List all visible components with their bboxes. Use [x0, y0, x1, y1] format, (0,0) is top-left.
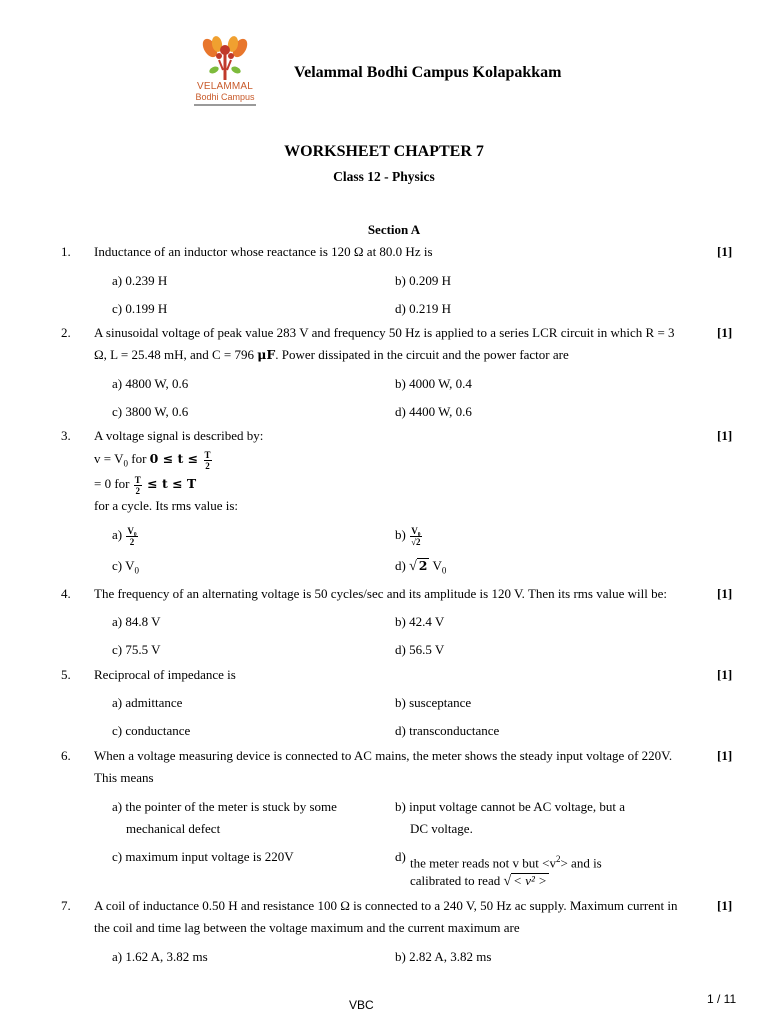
- fraction-t-over-2: $\frac{T}{2}$: [204, 449, 211, 471]
- page-number: 1 / 11: [707, 992, 737, 1006]
- question-text-line4: for a cycle. Its rms value is:: [94, 498, 239, 513]
- logo-subtitle: Bodhi Campus: [195, 92, 255, 102]
- option-d: d) 56.5 V: [395, 642, 445, 657]
- marks: [1]: [717, 667, 733, 682]
- section-heading: Section A: [367, 222, 421, 237]
- option-d: d) 4400 W, 0.6: [395, 404, 472, 419]
- marks: [1]: [717, 244, 733, 259]
- option-c: c) $V_0$: [112, 558, 140, 576]
- logo-tagline-rule: [194, 104, 256, 106]
- question-text: Inductance of an inductor whose reactance is 120 Ω at 80.0 Hz is: [94, 244, 433, 259]
- option-b-line2: DC voltage.: [410, 821, 473, 836]
- marks: [1]: [717, 898, 733, 913]
- question-text-line1: A coil of inductance 0.50 H and resistance 100 Ω is connected to a 240 V, 50 Hz ac supply. Maximum current in: [94, 898, 678, 913]
- option-a: a) admittance: [112, 695, 183, 710]
- question-text-line1: A sinusoidal voltage of peak value 283 V and frequency 50 Hz is applied to a series LCR circuit in which R = 3: [94, 325, 675, 340]
- option-a: a) 4800 W, 0.6: [112, 376, 189, 391]
- option-a: a) $\frac{\text{V₀}}{2}$: [112, 525, 137, 547]
- question-number: 5.: [61, 667, 71, 682]
- option-d-line1: the meter reads not v but $<v^2>$ and is: [410, 854, 602, 871]
- question-number: 7.: [61, 898, 71, 913]
- option-a: a) 0.239 H: [112, 273, 168, 288]
- option-d-line2: calibrated to read √ < v² >: [410, 873, 547, 889]
- option-a-line1: a) the pointer of the meter is stuck by some: [112, 799, 337, 814]
- option-b: b) $\frac{\text{V₀}}{√2}$: [395, 525, 421, 547]
- question-text-line1: When a voltage measuring device is connected to AC mains, the meter shows the steady input voltage of 220V.: [94, 748, 673, 763]
- question-text-line1: A voltage signal is described by:: [94, 428, 264, 443]
- condition-line-1: $v = V_0$ for 0 ≤ t ≤ $\frac{T}{2}$: [94, 449, 211, 471]
- question-text-line2: the coil and time lag between the voltage maximum and the current maximum are: [94, 920, 520, 935]
- question-text-line2: This means: [94, 770, 154, 785]
- option-a-line2: mechanical defect: [126, 821, 221, 836]
- tree-icon: [186, 36, 264, 82]
- question-number: 2.: [61, 325, 71, 340]
- option-c: c) maximum input voltage is 220V: [112, 849, 294, 864]
- school-name: Velammal Bodhi Campus Kolapakkam: [294, 64, 562, 81]
- option-c: c) 3800 W, 0.6: [112, 404, 189, 419]
- option-b-line1: b) input voltage cannot be AC voltage, but a: [395, 799, 625, 814]
- question-number: 4.: [61, 586, 71, 601]
- option-c: c) conductance: [112, 723, 191, 738]
- logo-wordmark: VELAMMAL: [196, 81, 254, 92]
- question-text: Reciprocal of impedance is: [94, 667, 236, 682]
- fraction-t-over-2: $\frac{T}{2}$: [134, 474, 141, 496]
- option-a: a) 1.62 A, 3.82 ms: [112, 949, 208, 964]
- marks: [1]: [717, 428, 733, 443]
- option-c: c) 75.5 V: [112, 642, 161, 657]
- option-b: b) 2.82 A, 3.82 ms: [395, 949, 492, 964]
- marks: [1]: [717, 748, 733, 763]
- question-number: 3.: [61, 428, 71, 443]
- option-d: d) transconductance: [395, 723, 500, 738]
- class-title: Class 12 - Physics: [333, 169, 435, 184]
- option-b: b) 0.209 H: [395, 273, 451, 288]
- school-logo: [186, 36, 264, 112]
- option-c: c) 0.199 H: [112, 301, 168, 316]
- question-text-line2: Ω, L = 25.48 mH, and C = 796 μF. Power dissipated in the circuit and the power factor are: [94, 347, 569, 362]
- option-d: d) 0.219 H: [395, 301, 451, 316]
- option-d: d) √ 2 $V_0$: [395, 558, 447, 576]
- option-b: b) 4000 W, 0.4: [395, 376, 472, 391]
- option-d-label: d): [395, 849, 406, 864]
- question-text: The frequency of an alternating voltage is 50 cycles/sec and its amplitude is 120 V. Then its rms value will be:: [94, 586, 667, 601]
- worksheet-title: WORKSHEET CHAPTER 7: [284, 143, 484, 160]
- option-a: a) 84.8 V: [112, 614, 161, 629]
- question-number: 6.: [61, 748, 71, 763]
- question-number: 1.: [61, 244, 71, 259]
- footer-label: VBC: [349, 998, 374, 1012]
- marks: [1]: [717, 586, 733, 601]
- option-b: b) susceptance: [395, 695, 472, 710]
- marks: [1]: [717, 325, 733, 340]
- option-b: b) 42.4 V: [395, 614, 445, 629]
- condition-line-2: = 0 for $\frac{T}{2}$ ≤ t ≤ T: [94, 474, 197, 496]
